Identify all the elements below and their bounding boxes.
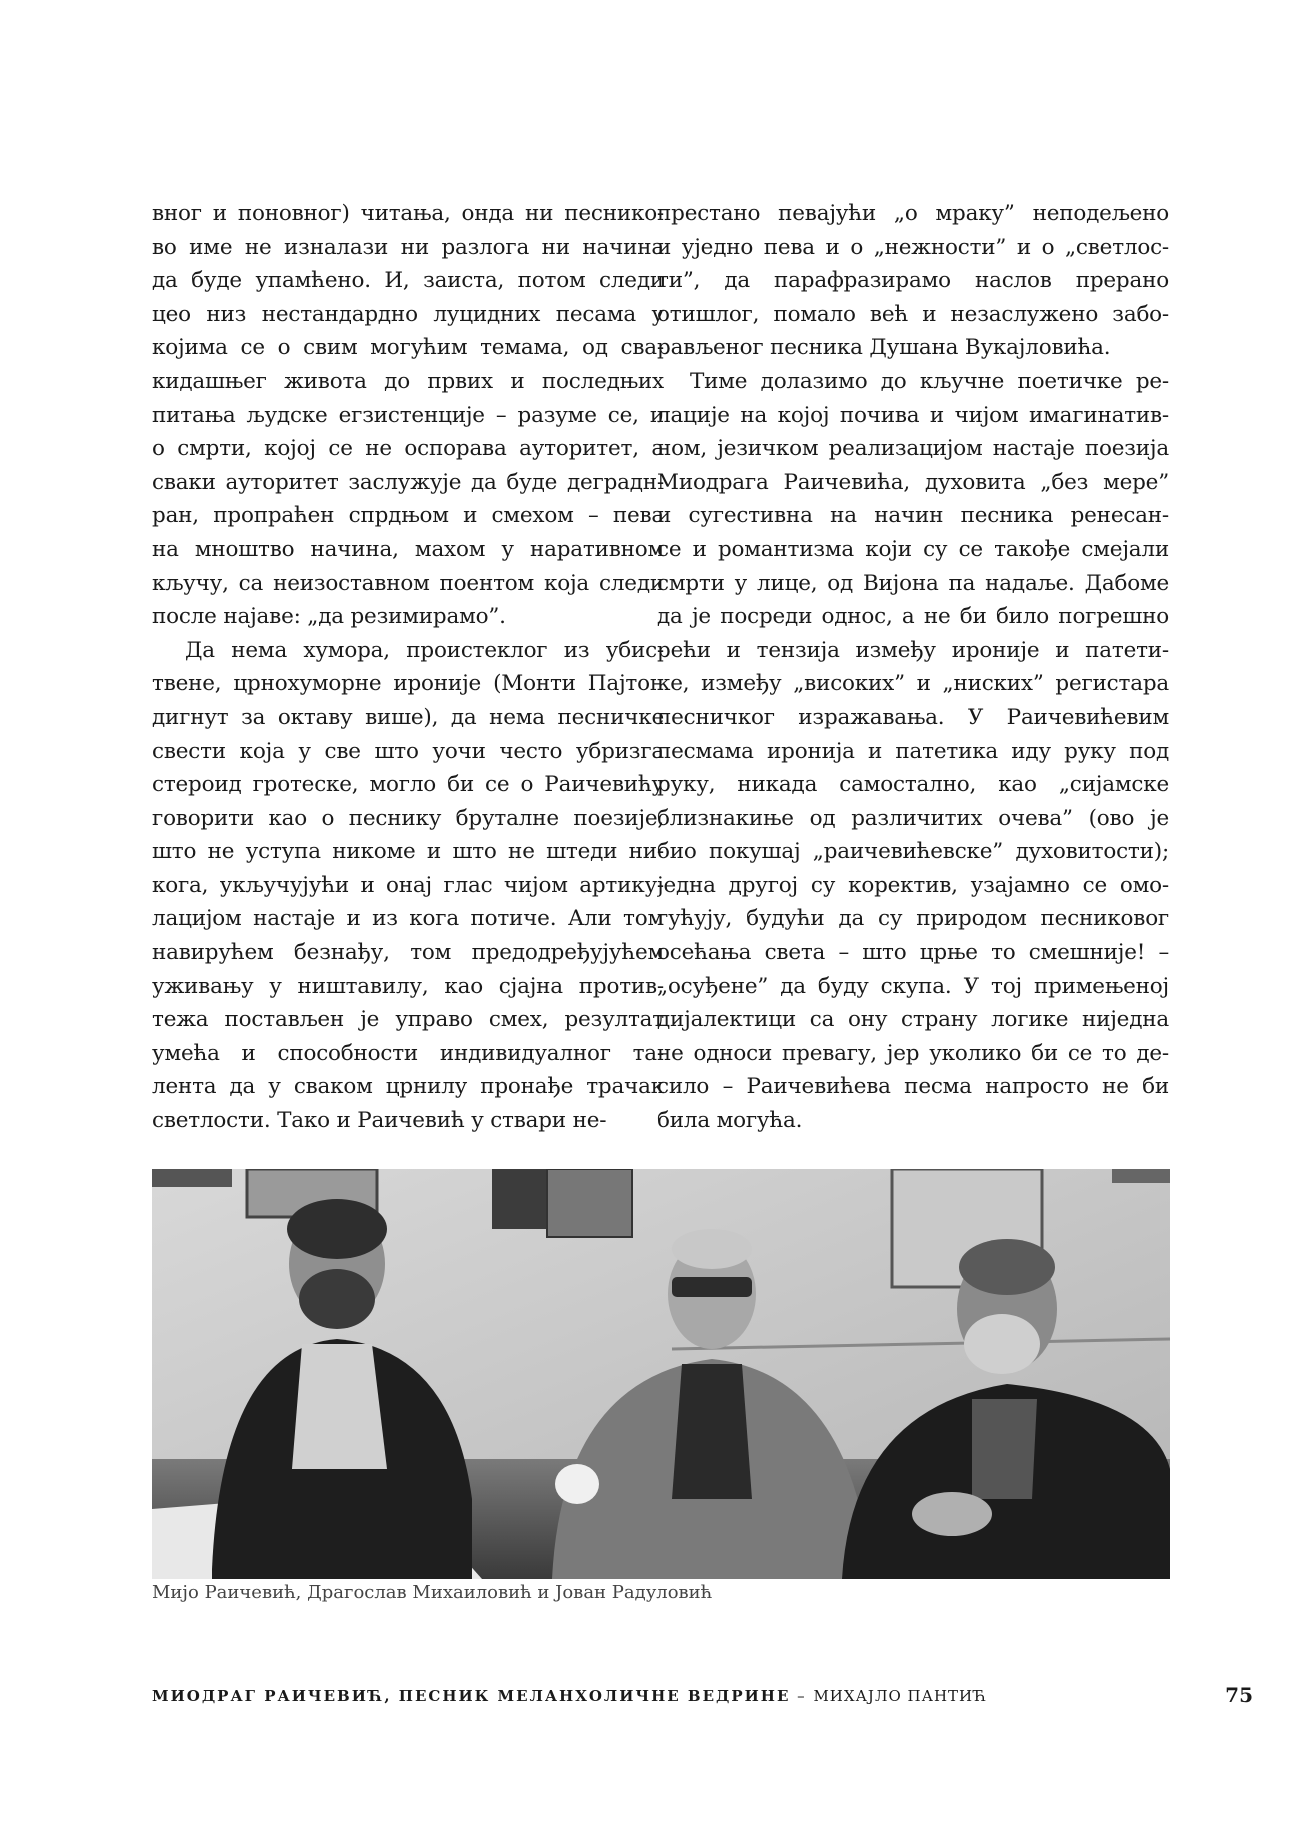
right-paragraph-1 xyxy=(657,197,1169,365)
text-line: којима се о свим могућим темама, од сва- xyxy=(152,335,664,361)
text-line: „осуђене” да буду скупа. У тој примењеној xyxy=(657,973,1169,999)
text-line: песничког изражавања. У Раичевићевим xyxy=(657,704,1169,730)
text-line: да је посреди однос, а не би било погрешно xyxy=(657,604,1169,630)
text-line: Тиме долазимо до кључне поетичке ре- xyxy=(690,368,1169,394)
text-line: о смрти, којој се не оспорава ауторитет, а xyxy=(152,436,664,462)
text-line: рећи и тензија између ироније и патети- xyxy=(657,637,1169,663)
text-line: Да нема хумора, проистеклог из убис- xyxy=(185,637,664,663)
left-column xyxy=(152,197,664,1138)
text-line: ран, пропраћен спрдњом и смехом – пева xyxy=(152,503,664,529)
text-line: кључу, са неизоставном поентом која следи xyxy=(152,570,664,596)
text-line: отишлог, помало већ и незаслужено забо- xyxy=(657,301,1169,327)
text-line: ке, између „високих” и „ниских” регистара xyxy=(657,671,1169,697)
text-line: што не уступа никоме и што не штеди ни- xyxy=(152,839,664,865)
running-head xyxy=(152,1687,987,1705)
author-name: МИХАЈЛО ПАНТИЋ xyxy=(813,1687,988,1705)
text-line: да буде упамћено. И, заиста, потом следи xyxy=(152,268,664,294)
text-line: кога, укључујући и онај глас чијом артику- xyxy=(152,872,664,898)
text-line: престано певајући „о мраку” неподељено xyxy=(657,201,1169,226)
text-line: умећа и способности индивидуалног та- xyxy=(152,1040,664,1066)
text-line: свести која у све што уочи често убризга xyxy=(152,738,664,764)
text-line: лацијом настаје и из кога потиче. Али том xyxy=(152,906,664,932)
photo-caption: Мијо Раичевић, Драгослав Михаиловић и Јован Радуловић xyxy=(152,1582,713,1603)
text-line: тежа постављен је управо смех, резултат xyxy=(152,1007,664,1033)
text-line: стероид гротеске, могло би се о Раичевићу xyxy=(152,772,664,798)
text-line: цео низ нестандардно луцидних песама у xyxy=(152,301,664,327)
text-line: руку, никада самостално, као „сијамске xyxy=(657,772,1169,798)
text-line: кидашњег живота до првих и последњих xyxy=(152,368,664,394)
text-line: лације на којој почива и чијом имагинатив- xyxy=(657,402,1169,428)
text-line: ном, језичком реализацијом настаје поезија xyxy=(657,436,1169,462)
text-line: навирућем безнађу, том предодређујућем xyxy=(152,940,664,966)
text-line: осећања света – што црње то смешније! – xyxy=(657,940,1169,966)
text-line: једна другој су коректив, узајамно се омо- xyxy=(657,872,1169,898)
left-paragraph-1 xyxy=(152,197,664,634)
text-line: дијалектици са ону страну логике ниједна xyxy=(657,1007,1169,1033)
text-line: рављеног песника Душана Вукајловића. xyxy=(657,335,1111,361)
text-line: смрти у лице, од Вијона па надаље. Дабоме xyxy=(657,570,1169,596)
text-line: Миодрага Раичевића, духовита „без мере” xyxy=(657,469,1169,495)
photograph xyxy=(152,1169,1170,1579)
text-line: била могућа. xyxy=(657,1108,803,1134)
text-line: сило – Раичевићева песма напросто не би xyxy=(657,1074,1169,1100)
book-title: МИОДРАГ РАИЧЕВИЋ, ПЕСНИК МЕЛАНХОЛИЧНЕ ВЕДРИНЕ xyxy=(152,1687,791,1705)
text-line: не односи превагу, јер уколико би се то де- xyxy=(657,1040,1169,1066)
text-line: во име не изналази ни разлога ни начина xyxy=(152,234,664,260)
right-paragraph-2 xyxy=(657,365,1169,1138)
text-line: сваки ауторитет заслужује да буде деградн- xyxy=(152,469,664,495)
text-line: ти”, да парафразирамо наслов прерано xyxy=(657,268,1169,294)
text-line: вног и поновног) читања, онда ни песнико- xyxy=(152,201,664,226)
text-line: лента да у сваком црнилу пронађе трачак xyxy=(152,1074,664,1100)
text-line: уживању у ништавилу, као сјајна против- xyxy=(152,973,664,999)
text-line: и уједно пева и о „нежности” и о „светлос- xyxy=(657,234,1169,260)
text-line: се и романтизма који су се такође смејали xyxy=(657,536,1169,562)
page-number: 75 xyxy=(1225,1683,1253,1707)
text-line: твене, црнохуморне ироније (Монти Пајтон xyxy=(152,671,664,697)
text-line: био покушај „раичевићевске” духовитости); xyxy=(657,839,1169,865)
text-line: после најаве: „да резимирамо”. xyxy=(152,604,506,630)
text-line: на мноштво начина, махом у наративном xyxy=(152,536,664,562)
left-paragraph-2 xyxy=(152,634,664,1138)
right-column xyxy=(657,197,1169,1138)
text-line: близнакиње од различитих очева” (ово је xyxy=(657,805,1169,831)
text-line: и сугестивна на начин песника ренесан- xyxy=(657,503,1169,529)
text-line: песмама иронија и патетика иду руку под xyxy=(657,738,1169,764)
photo-three-men-icon xyxy=(152,1169,1170,1579)
text-line: дигнут за октаву више), да нема песничке xyxy=(152,704,664,730)
text-line: гућују, будући да су природом песниковог xyxy=(657,906,1169,932)
separator: – xyxy=(790,1687,814,1705)
text-line: питања људске егзистенције – разуме се, и xyxy=(152,402,664,428)
text-line: говорити као о песнику бруталне поезије, xyxy=(152,805,664,831)
text-line: светлости. Тако и Раичевић у ствари не- xyxy=(152,1108,607,1134)
